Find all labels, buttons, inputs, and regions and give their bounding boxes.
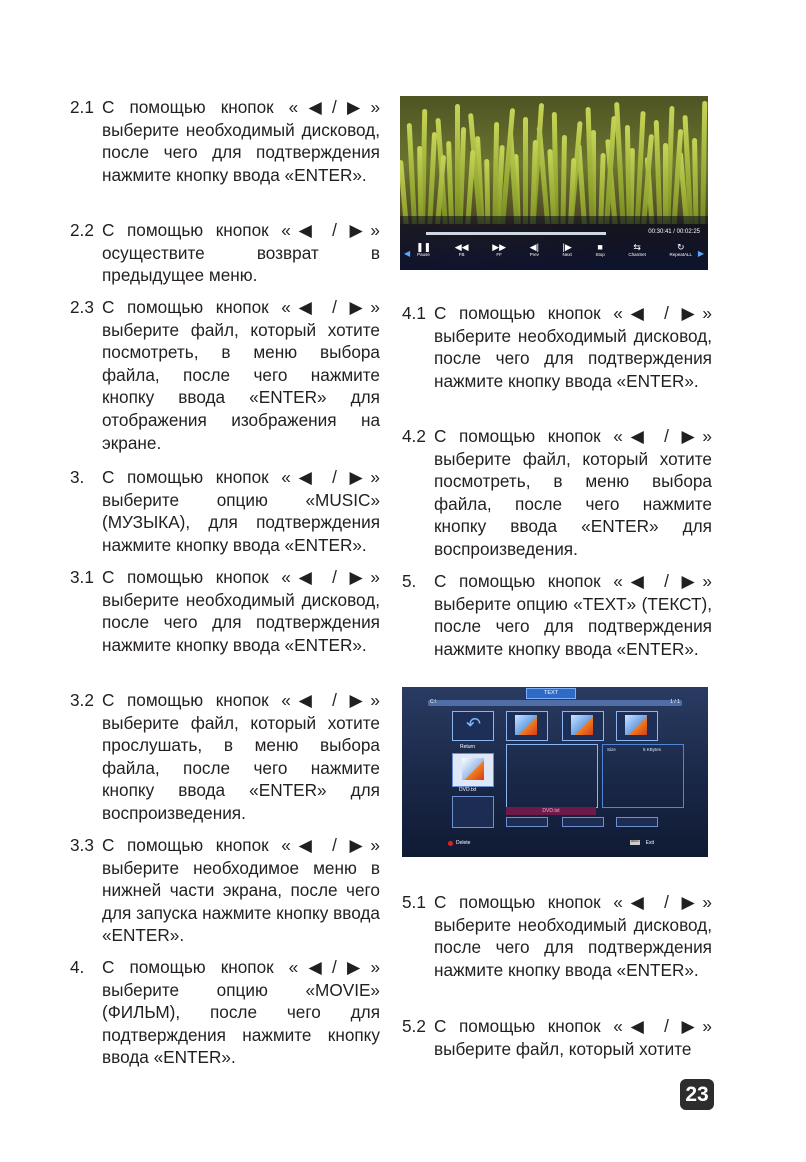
movie-playback-screenshot [400,96,708,270]
scroll-right-icon: ▶ [697,249,704,258]
step-2-1 [70,96,380,186]
step-number: 2.3 [70,297,94,317]
step-text: С помощью кнопок «◀ / ▶» выберите опцию «MUSIC» (МУЗЫКА), для подтверждения нажмите кнопку ввода «ENTER». [102,467,380,555]
rewind-icon: ◀◀ [454,242,469,252]
text-file-icon [462,758,484,780]
text-file-icon [571,715,593,735]
step-number: 4. [70,957,85,977]
step-5-1 [402,891,712,981]
empty-slot [452,796,494,828]
step-text: С помощью кнопок «◀ / ▶» осуществите возврат в предыдущее меню. [102,220,380,286]
step-number: 4.1 [402,303,426,323]
text-browser-screenshot [402,687,708,857]
empty-slot [616,817,658,827]
step-text: С помощью кнопок «◀ / ▶» выберите необходимое меню в нижней части экрана, после чего для запуска нажмите кнопку ввода «ENTER». [102,835,380,946]
size-value: 5 KBytes [643,747,662,752]
step-number: 3. [70,467,85,487]
next-label: Next [562,252,572,257]
scroll-left-icon: ◀ [404,249,411,258]
stop-button [595,242,604,257]
fast-forward-button [492,242,506,257]
prev-button [530,242,539,257]
step-4-1 [402,302,712,392]
step-text: С помощью кнопок «◀ / ▶» выберите файл, который хотите посмотреть, в меню выбора файла, после чего нажмите кнопку ввода «ENTER» для воспроизведения. [434,426,712,559]
page-indicator: 1 / 1 [670,699,680,705]
chanset-icon: ⇆ [633,242,641,252]
return-arrow-icon: ↶ [466,714,482,734]
step-text: С помощью кнопок «◀ / ▶» выберите опцию «TEXT» (ТЕКСТ), после чего для подтверждения нажмите кнопку ввода «ENTER». [434,571,712,659]
page-number: 23 [680,1079,714,1110]
empty-slot [562,817,604,827]
step-2-2 [70,219,380,287]
file-name: DVD.txt [459,787,477,793]
selected-file-bar: DVD.txt [506,807,596,815]
stop-icon: ■ [597,242,603,252]
step-number: 3.2 [70,690,94,710]
step-text: С помощью кнопок «◀ / ▶» выберите необходимый дисковод, после чего для подтверждения нажмите кнопку ввода «ENTER». [434,892,712,980]
step-text: С помощью кнопок «◀ / ▶» выберите необходимый дисковод, после чего для подтверждения нажмите кнопку ввода «ENTER». [102,567,380,655]
repeat-icon: ↻ [676,242,685,252]
step-number: 2.2 [70,220,94,240]
ff-label: FF [496,252,502,257]
step-text: С помощью кнопок «◀/▶» выберите опцию «MOVIE» (ФИЛЬМ), после чего для подтверждения нажмите кнопку ввода «ENTER». [102,957,380,1068]
menu-key-label: MENU [630,839,640,843]
empty-slot [506,817,548,827]
tab-text: TEXT [526,688,576,699]
menu-key [630,840,640,845]
step-3 [70,466,380,556]
step-5-2 [402,1015,712,1060]
step-number: 2.1 [70,97,94,117]
step-3-2 [70,689,380,825]
chanset-button [628,242,646,257]
step-text: С помощью кнопок «◀/▶» выберите необходимый дисковод, после чего для подтверждения нажмите кнопку ввода «ENTER». [102,97,380,185]
file-thumb [562,711,604,741]
progress-bar [426,232,606,235]
text-file-icon [515,715,537,735]
step-text: С помощью кнопок «◀ / ▶» выберите файл, который хотите [434,1016,712,1059]
pause-label: Pause [417,252,430,257]
step-3-3 [70,834,380,947]
size-label: Size [607,747,616,752]
repeat-label: RepeatALL [669,252,692,257]
return-thumb [452,711,494,741]
fast-forward-icon: ▶▶ [492,242,507,252]
step-number: 5.2 [402,1016,426,1036]
step-number: 5.1 [402,892,426,912]
exit-label: Exit [645,840,654,846]
step-text: С помощью кнопок «◀ / ▶» выберите файл, который хотите прослушать, в меню выбора файла, после чего нажмите кнопку ввода «ENTER» для воспроизведения. [102,690,380,823]
current-path: C:\ [430,699,437,705]
prev-icon: ◀| [529,242,539,252]
file-thumb [616,711,658,741]
step-number: 3.1 [70,567,94,587]
step-number: 4.2 [402,426,426,446]
step-text: С помощью кнопок «◀ / ▶» выберите файл, который хотите посмотреть, в меню выбора файла, после чего нажмите кнопку ввода «ENTER» для отображения изображения на экране. [102,297,380,453]
red-key-icon [448,841,453,846]
stop-label: Stop [595,252,605,257]
step-text: С помощью кнопок «◀ / ▶» выберите необходимый дисковод, после чего для подтверждения нажмите кнопку ввода «ENTER». [434,303,712,391]
prev-label: Prev [529,252,539,257]
fast-backward-button [455,242,469,257]
chanset-label: ChanSet [628,252,646,257]
next-icon: |▶ [562,242,572,252]
step-number: 3.3 [70,835,94,855]
file-properties [602,744,684,808]
path-bar [428,700,682,706]
repeat-button [669,242,692,257]
step-3-1 [70,566,380,656]
pause-icon: ❚❚ [416,242,432,252]
playback-osd [400,216,708,270]
delete-label: Delete [456,840,471,846]
next-button [563,242,572,257]
step-2-3 [70,296,380,454]
text-file-icon [625,715,647,735]
step-4 [70,956,380,1069]
selected-file-thumb [452,753,494,787]
step-number: 5. [402,571,417,591]
file-preview [506,744,598,808]
return-label: Return [460,744,476,750]
fb-label: FB [458,252,465,257]
step-5 [402,570,712,660]
playback-time: 00:30:41 / 00:02:25 [648,229,700,235]
step-4-2 [402,425,712,561]
file-thumb [506,711,548,741]
playback-controls [416,242,692,257]
pause-button [416,242,431,257]
